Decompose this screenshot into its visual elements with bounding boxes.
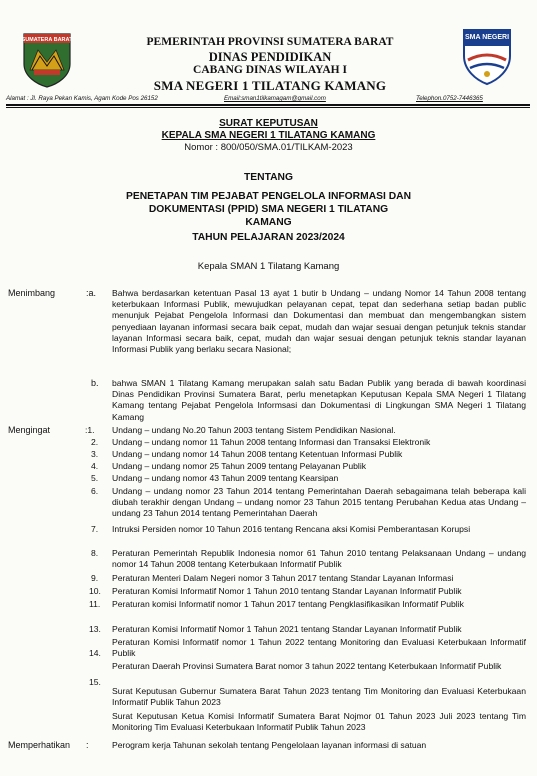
list-item-text: Surat Keputusan Ketua Komisi Informatif Sumatera Barat Nojmor 01 Tahun 2023 Juli 2023 tentang Tim Monitoring Tim Evaluasi Keterbukaan Informatif Publik Tahun 2023 <box>112 711 526 733</box>
list-item-number: 8. <box>91 548 99 558</box>
school-logo-icon <box>456 24 518 86</box>
memperhatikan-text: Perogram kerja Tahunan sekolah tentang Pengelolaan layanan informasi di satuan <box>112 740 427 750</box>
menimbang-a-marker: :a. <box>86 288 97 298</box>
issuer: KEPALA SMA NEGERI 1 TILATANG KAMANG <box>161 130 376 141</box>
mengingat-label: Mengingat <box>8 425 51 435</box>
email-text: Email:sman1tilkamagam@gmail.com <box>224 95 326 102</box>
about-heading: TENTANG <box>243 172 293 183</box>
school-year: TAHUN PELAJARAN 2023/2024 <box>192 232 345 243</box>
list-item-text: Peraturan Komisi Informatif nomor 1 Tahun 2022 tentang Monitoring dan Evaluasi Keterbukaan Informatif Publik <box>112 637 526 659</box>
subject-line-1: PENETAPAN TIM PEJABAT PENGELOLA INFORMASI DAN <box>125 191 412 202</box>
header-rule-thick <box>6 104 530 106</box>
signer-title: Kepala SMAN 1 Tilatang Kamang <box>197 261 340 272</box>
menimbang-b-marker: b. <box>91 378 99 388</box>
menimbang-b-text: bahwa SMAN 1 Tilatang Kamang merupakan salah satu Badan Publik yang berada di bawah koordinasi Dinas Pendidikan Provinsi Sumatera Barat, perlu menetapkan Keputusan Kepala SMA Negeri 1 Tilatang Kamang tentang Pejabat Pengelola Informsasi dan Dokumentasi di Lingkungan SMA Negeri 1 Tilatang Kamang <box>112 378 526 422</box>
org-line-1: PEMERINTAH PROVINSI SUMATERA BARAT <box>146 36 394 48</box>
phone-text: Telephon.0752-7446365 <box>416 95 483 102</box>
list-item-number: 7. <box>91 524 99 534</box>
school-name: SMA NEGERI 1 TILATANG KAMANG <box>153 78 387 93</box>
list-item-number: 9. <box>91 573 99 583</box>
header-rule-thin <box>6 107 530 108</box>
list-item-text: Undang – undang nomor 43 Tahun 2009 tentang Kearsipan <box>112 473 339 483</box>
left-logo-text: SUMATERA BARAT <box>21 37 73 43</box>
list-item-number: 3. <box>91 449 99 459</box>
list-item-number: 13. <box>89 624 101 634</box>
list-item-text: Surat Keputusan Gubernur Sumatera Barat Tahun 2023 tentang Tim Monitoring dan Evaluasi Keterbukaan Informatif Publik Tahun 2023 <box>112 686 526 708</box>
org-line-3: CABANG DINAS WILAYAH I <box>193 64 347 76</box>
list-item-text: Peraturan Komisi Informatif Nomor 1 Tahun 2010 tentang Standar Layanan Informatif Publik <box>112 586 462 596</box>
list-item-number: 6. <box>91 486 99 496</box>
memperhatikan-label: Memperhatikan <box>8 740 71 750</box>
list-item-text: Peraturan komisi Informatif nomor 1 Tahun 2017 tentang Pengklasifikasikan Informatif Publik <box>112 599 464 609</box>
sumbar-emblem-icon <box>18 30 76 88</box>
list-item-text: Peraturan Menteri Dalam Negeri nomor 3 Tahun 2017 tentang Standar Layanan Informasi <box>112 573 454 583</box>
list-item-text: Undang – undang nomor 25 Tahun 2009 tentang Pelayanan Publik <box>112 461 367 471</box>
doc-number: Nomor : 800/050/SMA.01/TILKAM-2023 <box>184 142 353 153</box>
letterhead <box>0 0 537 100</box>
list-item-text: Peraturan Komisi Informatif Nomor 1 Tahun 2021 tentang Standar Layanan Informatif Publik <box>112 624 462 634</box>
list-item-number: 10. <box>89 586 101 596</box>
subject-line-3: KAMANG <box>245 217 292 228</box>
menimbang-a-text: Bahwa berdasarkan ketentuan Pasal 13 ayat 1 butir b Undang – undang Nomor 14 Tahun 2008 tentang keterbukaan Informasi Publik, mewujudkan pelayanan cepat, tepat dan sederhana setiap badan public menunjuk Pejabat Pengelola Informasi dan Dokumentasi dan membuat dan mengembangkan sistem penyediaan layanan informasi secara baik cepat, mudah dan wajar sesuai dengan petunjuk teknis standar layanan Informasi secara baik, cepat, mudah dan wajar sesuai dengan petunjuk teknis standar layanan Informasi Publik yang berlaku secara Nasional; <box>112 288 526 355</box>
subject-line-2: DOKUMENTASI (PPID) SMA NEGERI 1 TILATANG <box>148 204 389 215</box>
menimbang-label: Menimbang <box>8 288 56 298</box>
list-item-text: Peraturan Pemerintah Republik Indonesia nomor 61 Tahun 2010 tentang Pelaksanaan Undang – undang nomor 14 Tahun 2008 tentang Keterbukaan Informatif Publik <box>112 548 526 570</box>
list-item-number: :1. <box>85 425 95 435</box>
list-item-text: Undang – undang nomor 11 Tahun 2008 tentang Informasi dan Transaksi Elektronik <box>112 437 431 447</box>
list-item-text: Undang – undang nomor 23 Tahun 2014 tentang Pemerintahan Daerah sebagaimana telah beberapa kali diubah terakhir dengan Undang – undang nomor 23 Tahun 2015 tentang Perubahan Kedua atas Undang – undang 23 Tahun 2014 tentang Pemerintahan Daerah <box>112 486 526 519</box>
address-text: Alamat : Jl. Raya Pekan Kamis, Agam Kode Pos 26152 <box>6 95 158 102</box>
list-item-number: 11. <box>89 599 101 609</box>
list-item-text: Peraturan Daerah Provinsi Sumatera Barat nomor 3 tahun 2022 tentang Keterbukaan Informatif Publik <box>112 661 502 671</box>
list-item-number: 2. <box>91 437 99 447</box>
list-item-text: Undang – undang nomor 14 Tahun 2008 tentang Ketentuan Informasi Publik <box>112 449 403 459</box>
list-item-number: 5. <box>91 473 99 483</box>
list-item-number: 15. <box>89 677 101 687</box>
list-item-number: 14. <box>89 648 101 658</box>
right-logo-text: SMA NEGERI <box>464 34 510 41</box>
list-item-text: Undang – undang No.20 Tahun 2003 tentang Sistem Pendidikan Nasional. <box>112 425 396 435</box>
memperhatikan-colon: : <box>86 740 89 750</box>
org-line-2: DINAS PENDIDIKAN <box>208 50 332 64</box>
list-item-text: Intruksi Persiden nomor 10 Tahun 2016 tentang Rencana aksi Komisi Pemberantasan Korupsi <box>112 524 471 534</box>
doc-type: SURAT KEPUTUSAN <box>219 118 318 129</box>
list-item-number: 4. <box>91 461 99 471</box>
